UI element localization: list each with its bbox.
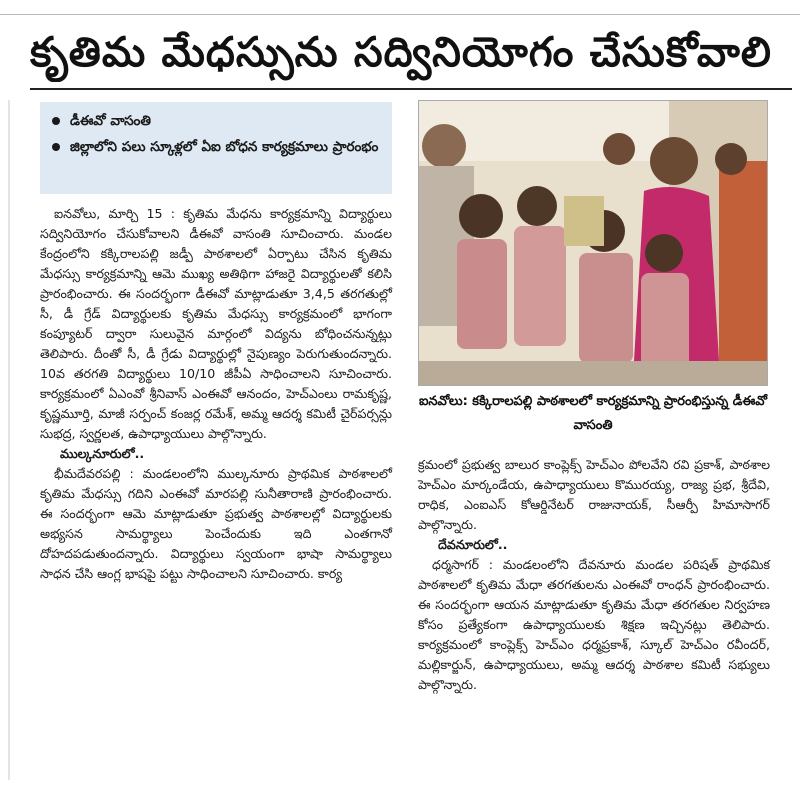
highlight-item [50,108,382,134]
subheading: ముల్కనూరులో.. [60,446,145,461]
article-column-left [40,204,392,584]
photo-illustration [419,101,767,385]
subheading: దేవనూరులో.. [438,537,508,552]
article-paragraph: ధర్మసాగర్ : మండలంలోని దేవనూరు మండల పరిషత్ ప్రాథమిక పాఠశాలలో కృతిమ మేధా తరగతులను ఎంఈవో రాంధన్ ప్రారంభించారు. ఈ సందర్భంగా ఆయన మాట్లాడుతూ కృతిమ మేధా తరగతుల నిర్వహణ కోసం ప్రత్యేకంగా ఉపాధ్యాయులకు శిక్షణ ఇచ్చినట్లు తెలిపారు. కార్యక్రమంలో కాంప్లెక్స్ హెచ్ఎం ధర్మప్రకాశ్, స్కూల్ హెచ్ఎం రవీందర్, మల్లికార్జున్, ఉపాధ్యాయులు, అమ్మ ఆదర్శ పాఠశాల కమిటీ సభ్యులు పాల్గొన్నారు. [418,557,770,692]
bullet-icon [52,117,60,125]
article-paragraph: క్రమంలో ప్రభుత్వ బాలుర కాంప్లెక్స్ హెచ్ఎం పోలవేని రవి ప్రకాశ్, పాఠశాల హెచ్ఎం మార్కండేయ, ఉపాధ్యాయులు కొమురయ్య, రాజ్య ప్రభ, శ్రీదేవి, రాధిక, ఎంఐఎస్ కోఆర్డినేటర్ రాజునాయక్, సీఆర్పీ హిమాసాగర్ పాల్గొన్నారు. [418,457,770,532]
bullet-icon [52,143,60,151]
article-column-right [418,455,770,695]
article-paragraph: భీమదేవరపల్లి : మండలంలోని ముల్కనూరు ప్రాథమిక పాఠశాలలో కృతిమ మేధస్సు గదిని ఎంఈవో మారపల్లి సునీతారాణి ప్రారంభించారు. ఈ సందర్భంగా ఆమె మాట్లాడుతూ ప్రభుత్వ పాఠశాలల్లో విద్యార్థులకు అభ్యసన సామర్థ్యాలు పెంచేందుకు ఇది ఎంతగానో దోహదపడుతుందన్నారు. విద్యార్థులు స్వయంగా భాషా సామర్థ్యాలు సాధన చేసి ఆంగ్ల భాషపై పట్టు సాధించాలని సూచించారు. కార్య [40,466,392,581]
highlight-item [50,134,382,160]
photo-caption: ఐనవోలు: కక్కిరాలపల్లి పాఠశాలలో కార్యక్రమాన్ని ప్రారంభిస్తున్న డీఈవో వాసంతి [418,394,768,433]
news-photo [418,100,768,386]
highlight-text: జిల్లాలోని పలు స్కూళ్లలో ఏఐ బోధన కార్యక్రమాలు ప్రారంభం [70,139,379,155]
article-paragraph: ఐనవోలు, మార్చి 15 : కృతిమ మేధను కార్యక్రమాన్ని విద్యార్థులు సద్వినియోగం చేసుకోవాలని డీఈవో వాసంతి సూచించారు. మండల కేంద్రంలోని కక్కిరాలపల్లి జడ్పీ పాఠశాలలో ఏర్పాటు చేసిన కృతిమ మేధస్సు కార్యక్రమాన్ని ఆమె ముఖ్య అతిథిగా హాజరై విద్యార్థులతో కలిసి ప్రారంభించారు. ఈ సందర్భంగా డీఈవో మాట్లాడుతూ 3,4,5 తరగతుల్లో సీ, డీ గ్రేడ్ విద్యార్థులకు కృతిమ మేధస్సు కార్యక్రమంలో భాగంగా కంప్యూటర్ ద్వారా సులువైన మార్గంలో విద్యను బోధించనున్నట్లు తెలిపారు. దీంతో సీ, డీ గ్రేడు విద్యార్థుల్లో నైపుణ్యం పెరుగుతుందన్నారు. 10వ తరగతి విద్యార్థులు 10/10 జీపీఏ సాధించాలని సూచించారు. కార్యక్రమంలో ఏఎంవో శ్రీనివాస్ ఎంఈవో ఆనందం, హెచ్ఎంలు రామకృష్ణ, కృష్ణమూర్తి, మాజీ సర్పంచ్ కంజర్ల రమేశ్, అమ్మ ఆదర్శ కమిటీ చైర్‌పర్సన్లు సుభద్ర, స్వర్ణలత, ఉపాధ్యాయులు పాల్గొన్నారు. [40,206,392,441]
highlights-box [40,102,392,194]
headline-rule [30,88,792,90]
column-margin-line [8,100,10,780]
highlight-text: డీఈవో వాసంతి [70,113,151,129]
headline: కృతిమ మేధస్సును సద్వినియోగం చేసుకోవాలి [30,28,772,76]
previous-page-strip [0,0,800,15]
